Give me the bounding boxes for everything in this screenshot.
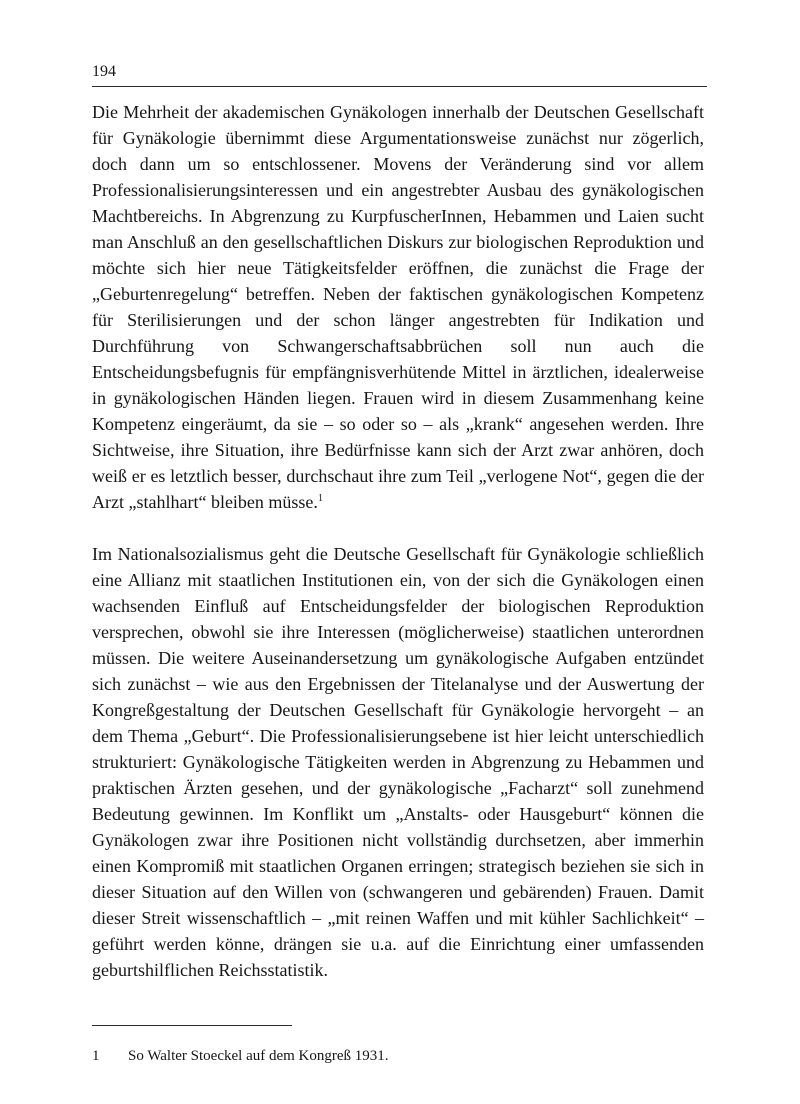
- footnote-reference[interactable]: 1: [317, 493, 323, 504]
- body-text: [92, 99, 704, 983]
- header-rule: [92, 86, 707, 87]
- footnote-text: So Walter Stoeckel auf dem Kongreß 1931.: [128, 1048, 389, 1064]
- footnote-number: 1: [92, 1048, 100, 1064]
- footnote: [92, 1046, 389, 1066]
- paragraph-2: [92, 541, 704, 983]
- footnote-rule: [92, 1025, 292, 1026]
- paragraph-1: [92, 99, 704, 515]
- paragraph-2-text: Im Nationalsozialismus geht die Deutsche Gesellschaft für Gynäkologie schließlich eine Allianz mit staatlichen Institutionen ein, von der sich die Gynäkologen einen wachsenden Einfluß auf Entscheidungsfelder der biologischen Reproduktion versprechen, obwohl sie ihre Interessen (möglicherweise) staatlichen unterordnen müssen. Die weitere Auseinandersetzung um gynäkologische Aufgaben entzündet sich zunächst – wie aus den Ergebnissen der Titelanalyse und der Auswertung der Kongreßgestaltung der Deutschen Gesellschaft für Gynäkologie hervorgeht – an dem Thema „Geburt“. Die Professionalisierungsebene ist hier leicht unterschiedlich strukturiert: Gynäkologische Tätigkeiten werden in Abgrenzung zu Hebammen und praktischen Ärzten gesehen, und der gynäkologische „Facharzt“ soll zunehmend Bedeutung gewinnen. Im Konflikt um „Anstalts- oder Hausgeburt“ können die Gynäkologen zwar ihre Positionen nicht vollständig durchsetzen, aber immerhin einen Kompromiß mit staatlichen Organen erringen; strategisch beziehen sie sich in dieser Situation auf den Willen von (schwangeren und gebärenden) Frauen. Damit dieser Streit wissenschaftlich – „mit reinen Waffen und mit kühler Sachlichkeit“ – geführt werden könne, drängen sie u.a. auf die Einrichtung einer umfassenden geburtshilflichen Reichsstatistik.: [92, 544, 704, 980]
- page-number: 194: [92, 63, 116, 80]
- paragraph-1-text: Die Mehrheit der akademischen Gynäkologen innerhalb der Deutschen Gesellschaft für Gynäkologie übernimmt diese Argumentationsweise zunächst nur zögerlich, doch dann um so entschlossener. Movens der Veränderung sind vor allem Professionalisierungsinteressen und ein angestrebter Ausbau des gynäkologischen Machtbereichs. In Abgrenzung zu KurpfuscherInnen, Hebammen und Laien sucht man Anschluß an den gesellschaftlichen Diskurs zur biologischen Reproduktion und möchte sich hier neue Tätigkeitsfelder eröffnen, die zunächst die Frage der „Geburtenregelung“ betreffen. Neben der faktischen gynäkologischen Kompetenz für Sterilisierungen und der schon länger angestrebten für Indikation und Durchführung von Schwangerschaftsabbrüchen soll nun auch die Entscheidungsbefugnis für empfängnisverhütende Mittel in ärztlichen, idealerweise in gynäkologischen Händen liegen. Frauen wird in diesem Zusammenhang keine Kompetenz eingeräumt, da sie – so oder so – als „krank“ angesehen werden. Ihre Sichtweise, ihre Situation, ihre Bedürfnisse kann sich der Arzt zwar anhören, doch weiß er es letztlich besser, durchschaut ihre zum Teil „verlogene Not“, gegen die der Arzt „stahlhart“ bleiben müsse.: [92, 102, 704, 512]
